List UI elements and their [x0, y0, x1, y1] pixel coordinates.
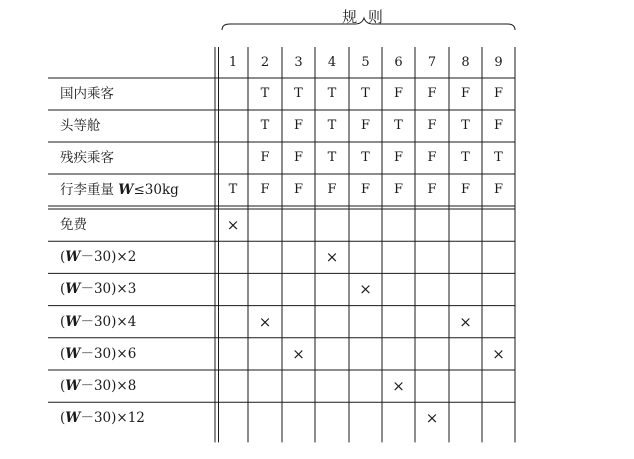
condition-value: F [427, 182, 437, 197]
condition-value: T [461, 118, 470, 133]
rule-number: 1 [228, 55, 238, 70]
action-mark: × [292, 344, 305, 363]
action-label-variable: W [65, 345, 81, 362]
action-label-variable: W [65, 281, 81, 298]
condition-value: T [327, 118, 337, 133]
action-label-variable: W [65, 249, 81, 266]
action-label-rest: －30)×2 [80, 249, 137, 266]
action-mark: × [459, 312, 472, 331]
condition-value: F [360, 182, 371, 197]
condition-value: T [260, 118, 270, 133]
action-mark: × [258, 312, 272, 331]
action-label-open: ( [60, 345, 66, 362]
rule-number: 5 [361, 55, 370, 70]
action-mark: × [226, 216, 240, 234]
action-label-rest: －30)×4 [80, 313, 137, 330]
rule-number: 2 [260, 55, 270, 70]
action-label [60, 311, 136, 333]
action-label [60, 375, 136, 397]
condition-value: T [294, 86, 303, 101]
condition-value: T [361, 86, 370, 101]
action-label-variable: W [65, 378, 81, 394]
action-label-open: ( [60, 410, 66, 427]
rules-title: 规 则 [342, 8, 386, 26]
condition-value: F [293, 118, 304, 133]
condition-value: T [361, 150, 370, 165]
action-label-rest: －30)×8 [80, 378, 137, 394]
action-mark: × [359, 280, 372, 299]
condition-label-suffix: ≤30kg [133, 182, 179, 198]
condition-value: T [494, 150, 503, 165]
action-mark: × [492, 344, 505, 363]
action-label [60, 343, 136, 365]
condition-value: T [394, 118, 403, 133]
condition-label-prefix: 行李重量 [60, 182, 119, 198]
action-label-open: ( [60, 281, 66, 298]
action-mark: × [325, 248, 339, 267]
condition-value: F [393, 86, 404, 101]
action-label [60, 407, 145, 429]
action-label-rest: －30)×6 [80, 345, 137, 362]
condition-value: F [260, 150, 270, 165]
condition-value: T [461, 150, 470, 165]
condition-value: F [393, 150, 404, 165]
action-mark: × [392, 377, 405, 395]
condition-label: 残疾乘客 [60, 150, 114, 166]
action-label-open: ( [60, 378, 66, 394]
condition-value: F [293, 150, 304, 165]
condition-value: T [327, 150, 337, 165]
rule-number: 6 [394, 55, 403, 70]
condition-label-variable: W [118, 182, 134, 198]
condition-value: F [393, 182, 404, 197]
action-label: 免费 [60, 217, 87, 233]
action-mark: × [425, 409, 439, 428]
action-label-open: ( [60, 313, 66, 330]
action-label [60, 278, 136, 300]
condition-value: F [493, 182, 504, 197]
condition-label [60, 179, 179, 201]
condition-value: F [493, 118, 504, 133]
rule-number: 4 [327, 55, 337, 70]
condition-value: F [427, 86, 437, 101]
condition-value: F [360, 118, 371, 133]
condition-value: T [260, 86, 270, 101]
condition-value: F [493, 86, 504, 101]
rule-number: 3 [294, 55, 303, 70]
condition-value: F [427, 150, 437, 165]
condition-value: T [228, 182, 238, 197]
action-label-variable: W [65, 313, 81, 330]
condition-value: F [460, 86, 471, 101]
rule-number: 8 [461, 55, 470, 70]
action-label-rest: －30)×3 [80, 281, 137, 298]
rule-number: 9 [494, 55, 503, 70]
condition-value: T [327, 86, 337, 101]
condition-label: 国内乘客 [60, 86, 114, 102]
condition-value: F [260, 182, 270, 197]
action-label-variable: W [65, 410, 81, 427]
rule-number: 7 [427, 55, 437, 70]
condition-value: F [293, 182, 304, 197]
condition-value: F [427, 118, 437, 133]
action-label-rest: －30)×12 [80, 410, 145, 427]
condition-value: F [460, 182, 471, 197]
condition-label: 头等舱 [60, 118, 101, 134]
condition-value: F [327, 182, 337, 197]
action-label-open: ( [60, 249, 66, 266]
action-label [60, 246, 136, 268]
